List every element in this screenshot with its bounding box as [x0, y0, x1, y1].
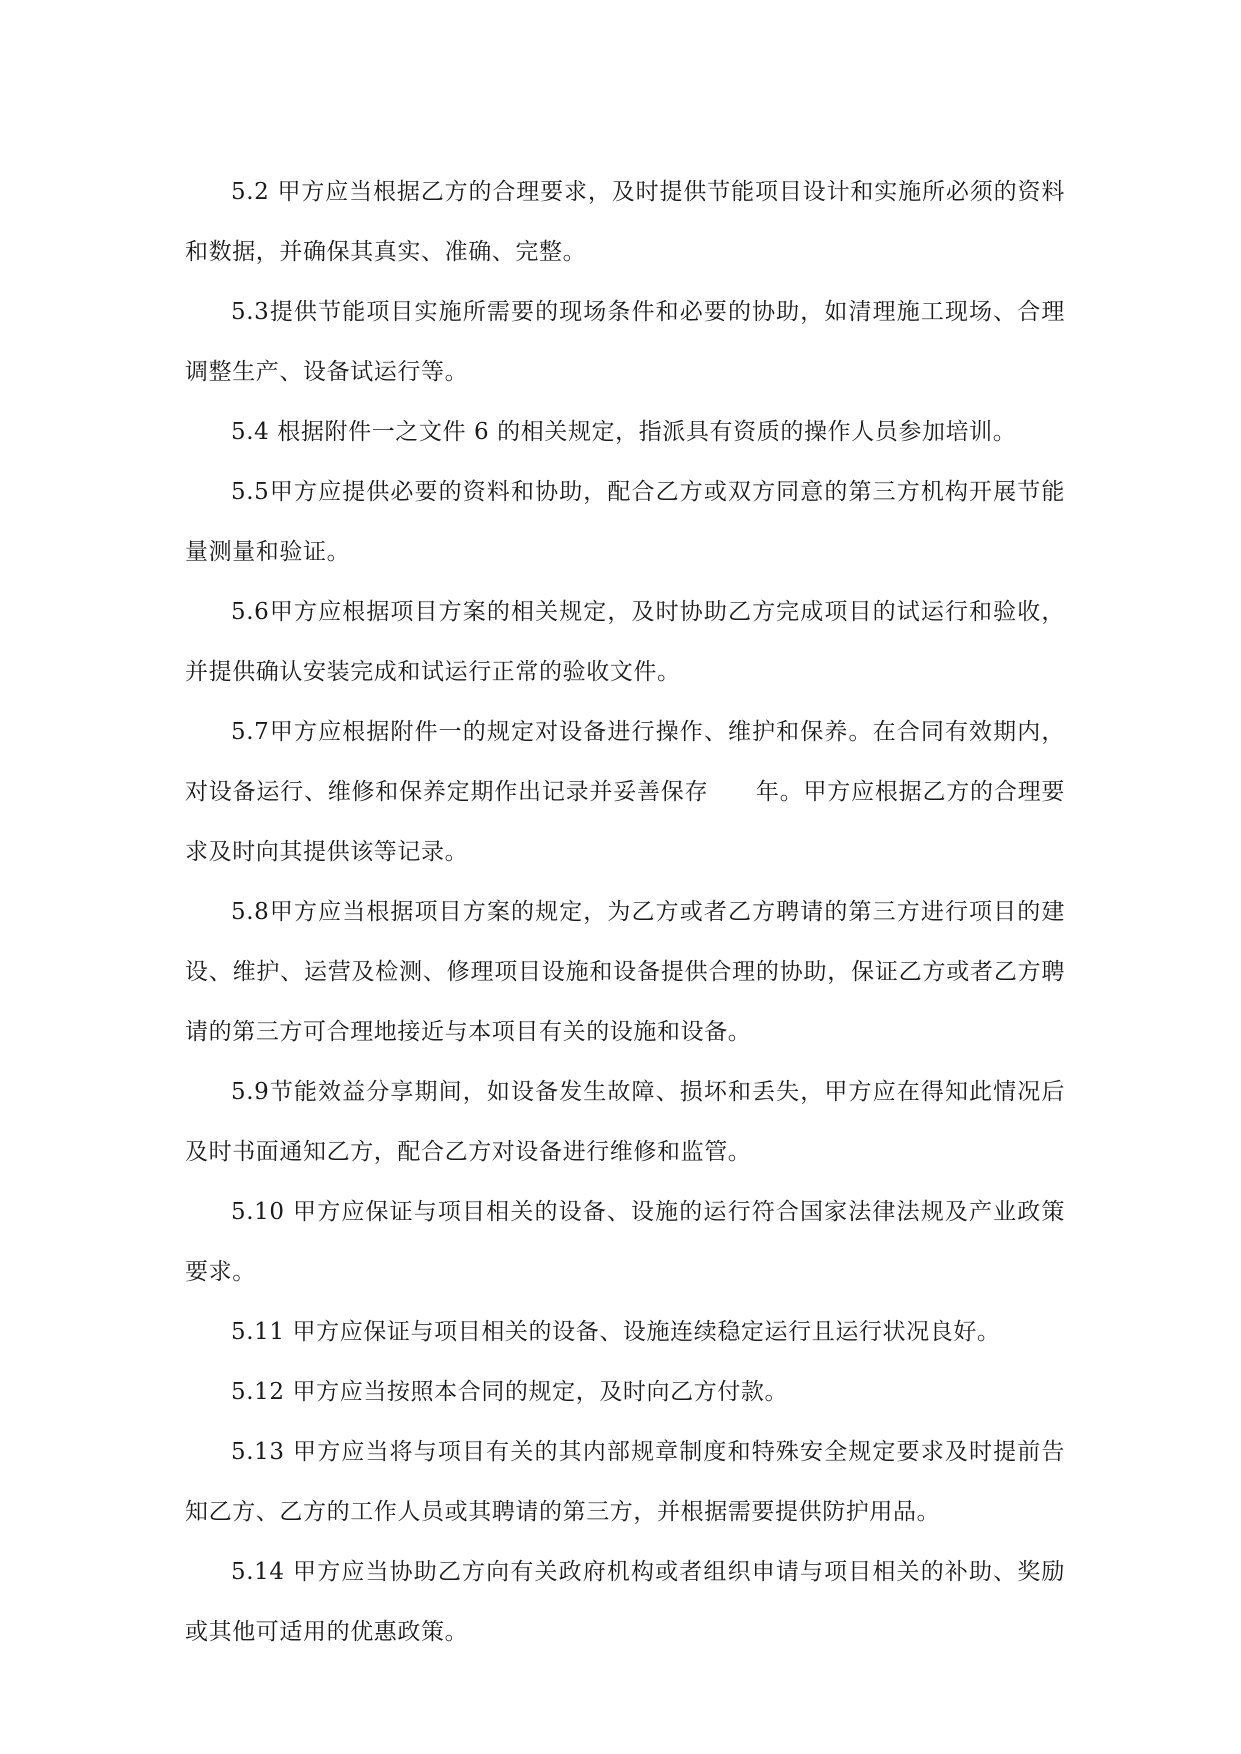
clause-5-3: 5.3提供节能项目实施所需要的现场条件和必要的协助，如清理施工现场、合理调整生产、设备试运行等。 [185, 299, 1065, 385]
clause-5-11: 5.11 甲方应保证与项目相关的设备、设施连续稳定运行且运行状况良好。 [231, 1319, 1001, 1345]
clause-5-10: 5.10 甲方应保证与项目相关的设备、设施的运行符合国家法律法规及产业政策要求。 [185, 1199, 1065, 1285]
contract-body [185, 162, 1065, 1662]
clause-5-5: 5.5甲方应提供必要的资料和协助，配合乙方或双方同意的第三方机构开展节能量测量和验证。 [185, 479, 1065, 565]
clause-5-8: 5.8甲方应当根据项目方案的规定，为乙方或者乙方聘请的第三方进行项目的建设、维护、运营及检测、修理项目设施和设备提供合理的协助，保证乙方或者乙方聘请的第三方可合理地接近与本项目有关的设施和设备。 [185, 899, 1065, 1045]
clause-5-2: 5.2 甲方应当根据乙方的合理要求，及时提供节能项目设计和实施所必须的资料和数据，并确保其真实、准确、完整。 [185, 179, 1065, 265]
clause-5-9: 5.9节能效益分享期间，如设备发生故障、损坏和丢失，甲方应在得知此情况后及时书面通知乙方，配合乙方对设备进行维修和监管。 [185, 1079, 1065, 1165]
clause-5-4: 5.4 根据附件一之文件 6 的相关规定，指派具有资质的操作人员参加培训。 [231, 419, 1017, 445]
clause-5-6: 5.6甲方应根据项目方案的相关规定，及时协助乙方完成项目的试运行和验收，并提供确认安装完成和试运行正常的验收文件。 [185, 599, 1065, 685]
clause-5-7: 5.7甲方应根据附件一的规定对设备进行操作、维护和保养。在合同有效期内，对设备运行、维修和保养定期作出记录并妥善保存 年。甲方应根据乙方的合理要求及时向其提供该等记录。 [185, 719, 1065, 865]
clause-5-14: 5.14 甲方应当协助乙方向有关政府机构或者组织申请与项目相关的补助、奖励或其他可适用的优惠政策。 [185, 1559, 1065, 1645]
clause-5-12: 5.12 甲方应当按照本合同的规定，及时向乙方付款。 [231, 1379, 789, 1405]
clause-5-13: 5.13 甲方应当将与项目有关的其内部规章制度和特殊安全规定要求及时提前告知乙方、乙方的工作人员或其聘请的第三方，并根据需要提供防护用品。 [185, 1439, 1065, 1525]
